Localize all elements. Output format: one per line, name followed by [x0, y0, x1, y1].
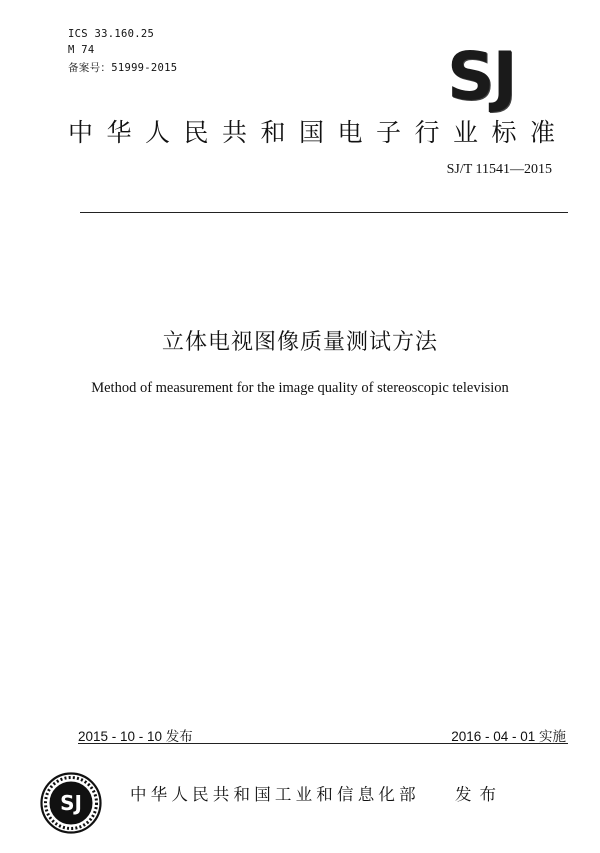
- seal-text: SJ: [60, 791, 82, 815]
- sj-logo: SJ: [447, 38, 516, 115]
- standard-number: SJ/T 11541—2015: [446, 162, 552, 177]
- ics-code: ICS 33.160.25: [68, 28, 155, 40]
- ministry-seal-icon: [40, 772, 102, 834]
- top-divider: [80, 212, 568, 213]
- standard-category-title: 中华人民共和国电子行业标准: [68, 118, 569, 147]
- publish-label: 发布: [455, 785, 504, 804]
- bottom-divider: [78, 743, 568, 744]
- implementation-date: 2016 - 04 - 01 实施: [451, 729, 566, 744]
- document-title-english: Method of measurement for the image quality of stereoscopic television: [91, 380, 509, 396]
- record-number: 备案号：51999-2015: [68, 62, 178, 74]
- ccs-code: M 74: [68, 44, 95, 56]
- issuing-ministry: 中华人民共和国工业和信息化部: [130, 785, 420, 804]
- issue-date: 2015 - 10 - 10 发布: [78, 729, 193, 744]
- document-title-chinese: 立体电视图像质量测试方法: [161, 330, 438, 355]
